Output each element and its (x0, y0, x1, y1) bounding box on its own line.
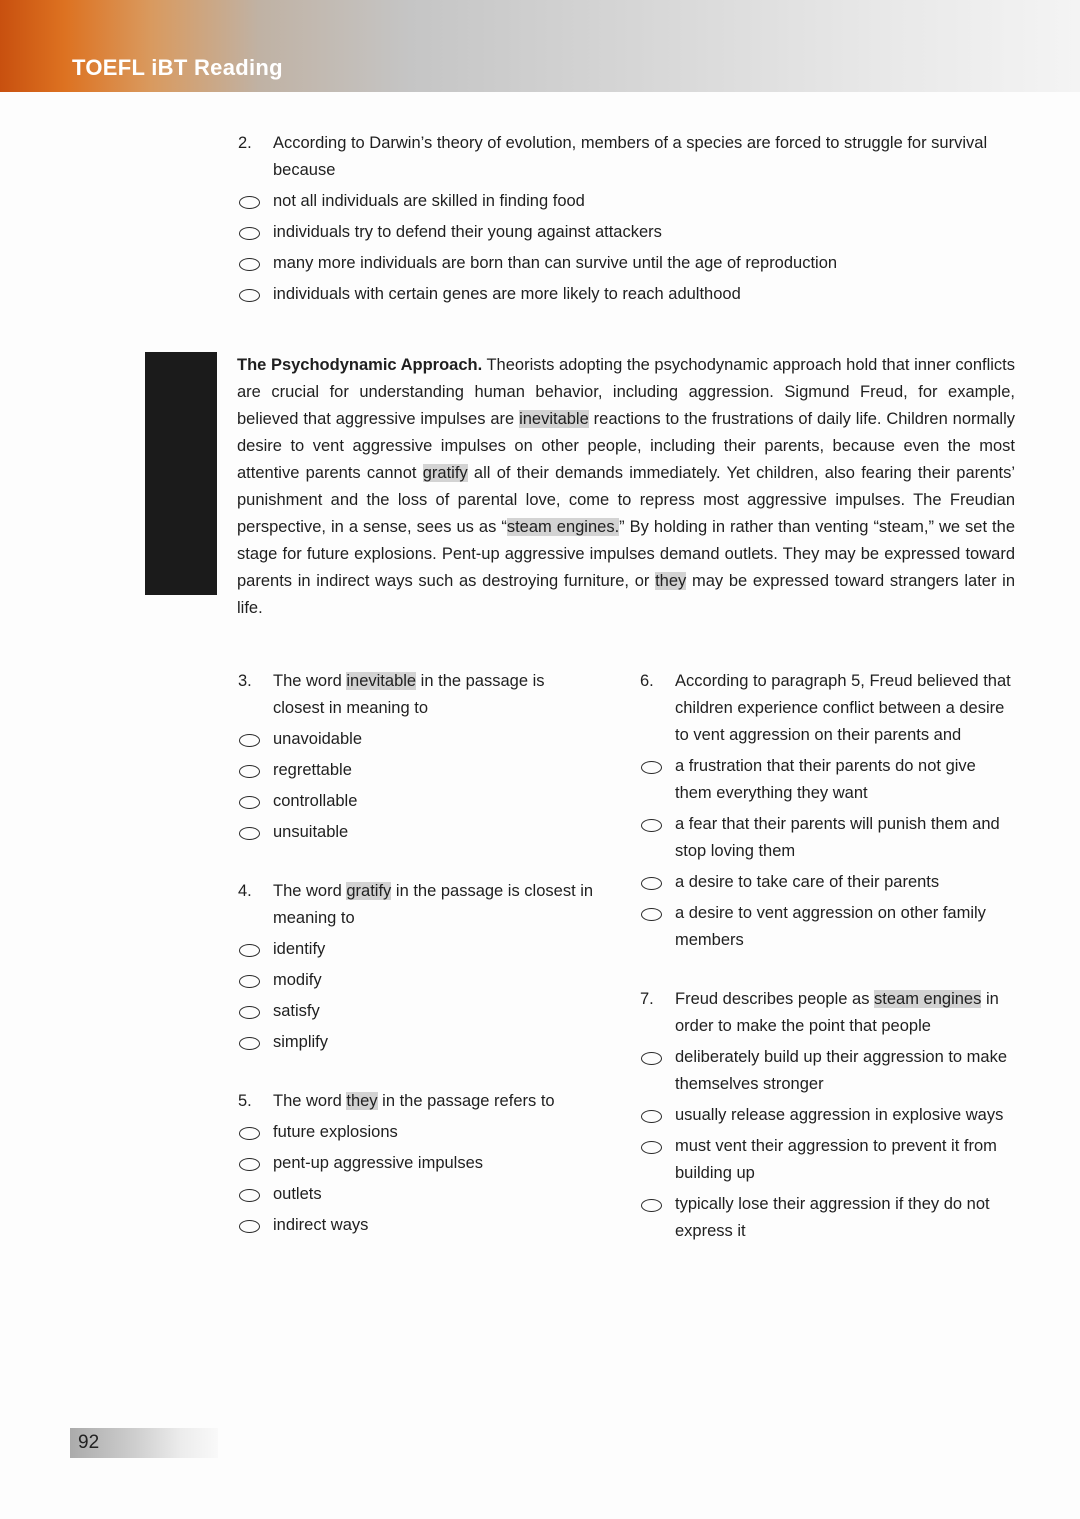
highlighted-word: they (655, 572, 687, 590)
passage-marker-bar (145, 352, 217, 595)
text-segment: According to Darwin’s theory of evolution, members of a species are forced to struggle for survival because (273, 134, 988, 179)
question-head (238, 668, 596, 722)
highlighted-word: steam engines. (506, 518, 620, 536)
answer-option-label: identify (273, 940, 326, 958)
question-stem (273, 668, 596, 722)
text-segment: Freud describes people as (675, 990, 875, 1008)
question-head (238, 130, 1020, 184)
text-segment: The word (273, 672, 347, 690)
questions-column-right (640, 668, 1016, 1277)
answer-option[interactable] (238, 1029, 596, 1056)
answer-option-label: a fear that their parents will punish them and stop loving them (675, 815, 1000, 860)
question-number: 3. (238, 672, 252, 690)
answer-option-label: not all individuals are skilled in finding food (273, 192, 585, 210)
question-5 (238, 1088, 596, 1239)
answer-oval-icon[interactable] (239, 289, 260, 302)
answer-option-label: outlets (273, 1185, 322, 1203)
answer-option[interactable] (238, 819, 596, 846)
highlighted-word: steam engines (874, 990, 982, 1008)
answer-option-label: future explosions (273, 1123, 398, 1141)
highlighted-word: inevitable (346, 672, 417, 690)
answer-option[interactable] (640, 869, 1016, 896)
question-2 (238, 130, 1020, 308)
question-stem (273, 130, 1020, 184)
answer-oval-icon[interactable] (641, 819, 662, 832)
text-segment: reactions to the frustrations of daily life. Children normally desire to vent aggressive impulses on other people, including their parents, because even the most attentive parents cannot (237, 410, 1015, 482)
question-stem (273, 878, 596, 932)
question-columns (0, 668, 1080, 1277)
text-segment: in the passage refers to (377, 1092, 555, 1110)
answer-option[interactable] (238, 757, 596, 784)
text-segment: all of their demands immediately. Yet children, also fearing their parents’ punishment and the loss of parental love, come to repress most aggressive impulses. The Freudian perspective, in a sense, sees us as “ (237, 464, 1015, 536)
page-number-bar (70, 1428, 218, 1458)
text-segment: in the passage is closest in meaning to (273, 672, 545, 717)
text-segment: According to paragraph 5, Freud believed that children experience conflict between a desire to vent aggression on their parents and (675, 672, 1011, 744)
answer-option-label: satisfy (273, 1002, 320, 1020)
answer-option-label: individuals with certain genes are more likely to reach adulthood (273, 285, 741, 303)
answer-option-label: typically lose their aggression if they do not express it (675, 1195, 990, 1240)
question-head (640, 668, 1016, 749)
answer-option[interactable] (238, 936, 596, 963)
text-segment: Theorists adopting the psychodynamic approach hold that inner conflicts are crucial for understanding human behavior, including aggression. Sigmund Freud, for example, believed that aggressive impulses are (237, 356, 1015, 428)
answer-option-label: individuals try to defend their young against attackers (273, 223, 662, 241)
answer-option-label: modify (273, 971, 322, 989)
text-segment: may be expressed toward strangers later in life. (237, 572, 1015, 617)
page-number: 92 (78, 1432, 100, 1453)
answer-oval-icon[interactable] (239, 827, 260, 840)
answer-option[interactable] (238, 188, 1020, 215)
question-6 (640, 668, 1016, 954)
passage-lead-in: The Psychodynamic Approach. (237, 356, 483, 374)
answer-oval-icon[interactable] (239, 1037, 260, 1050)
answer-option-label: usually release aggression in explosive ways (675, 1106, 1004, 1124)
highlighted-word: gratify (422, 464, 468, 482)
answer-oval-icon[interactable] (239, 734, 260, 747)
answer-oval-icon[interactable] (239, 1158, 260, 1171)
answer-oval-icon[interactable] (641, 908, 662, 921)
highlighted-word: gratify (346, 882, 392, 900)
answer-option-label: must vent their aggression to prevent it from building up (675, 1137, 997, 1182)
question-stem (273, 1088, 596, 1115)
answer-option[interactable] (640, 900, 1016, 954)
answer-oval-icon[interactable] (239, 765, 260, 778)
answer-option[interactable] (238, 726, 596, 753)
answer-oval-icon[interactable] (641, 1199, 662, 1212)
answer-oval-icon[interactable] (641, 1052, 662, 1065)
question-number: 5. (238, 1092, 252, 1110)
answer-option[interactable] (238, 219, 1020, 246)
answer-option-label: simplify (273, 1033, 329, 1051)
question-number: 4. (238, 882, 252, 900)
answer-option-label: pent-up aggressive impulses (273, 1154, 484, 1172)
answer-oval-icon[interactable] (641, 1110, 662, 1123)
question-head (238, 1088, 596, 1115)
highlighted-word: inevitable (519, 410, 589, 428)
question-3 (238, 668, 596, 846)
question-number: 2. (238, 134, 252, 152)
question-number: 7. (640, 990, 654, 1008)
text-segment: ” By holding in rather than venting “steam,” we set the stage for future explosions. Pent-up aggressive impulses demand outlets. They may be expressed toward parents in indirect ways such as destroying furniture, or (237, 518, 1015, 590)
answer-oval-icon[interactable] (641, 877, 662, 890)
text-segment: in the passage is closest in meaning to (273, 882, 594, 927)
answer-option[interactable] (238, 1119, 596, 1146)
highlighted-word: they (346, 1092, 378, 1110)
question-number: 6. (640, 672, 654, 690)
answer-option-label: unsuitable (273, 823, 349, 841)
answer-option[interactable] (238, 998, 596, 1025)
passage-text (237, 352, 1015, 622)
question-stem (675, 668, 1016, 749)
answer-option[interactable] (640, 1102, 1016, 1129)
answer-oval-icon[interactable] (641, 761, 662, 774)
page-title: TOEFL iBT Reading (72, 55, 283, 80)
passage-section (0, 352, 1080, 622)
answer-oval-icon[interactable] (239, 1220, 260, 1233)
answer-option-label: deliberately build up their aggression to make themselves stronger (675, 1048, 1008, 1093)
answer-oval-icon[interactable] (239, 1127, 260, 1140)
answer-oval-icon[interactable] (239, 1189, 260, 1202)
answer-option[interactable] (238, 1181, 596, 1208)
answer-option[interactable] (238, 788, 596, 815)
answer-oval-icon[interactable] (239, 258, 260, 271)
header-bar (0, 0, 1080, 92)
answer-oval-icon[interactable] (239, 944, 260, 957)
answer-oval-icon[interactable] (239, 227, 260, 240)
page-content (0, 130, 1080, 1277)
answer-option[interactable] (640, 1191, 1016, 1245)
answer-oval-icon[interactable] (641, 1141, 662, 1154)
answer-option[interactable] (640, 753, 1016, 807)
answer-option[interactable] (640, 1044, 1016, 1098)
answer-oval-icon[interactable] (239, 975, 260, 988)
question-7 (640, 986, 1016, 1245)
answer-option[interactable] (238, 1212, 596, 1239)
answer-option-label: a desire to vent aggression on other family members (675, 904, 986, 949)
answer-option-label: unavoidable (273, 730, 362, 748)
question-head (640, 986, 1016, 1040)
answer-option-label: a desire to take care of their parents (675, 873, 940, 891)
answer-option-label: many more individuals are born than can survive until the age of reproduction (273, 254, 838, 272)
answer-option-label: regrettable (273, 761, 352, 779)
answer-oval-icon[interactable] (239, 196, 260, 209)
answer-option[interactable] (238, 250, 1020, 277)
question-4 (238, 878, 596, 1056)
answer-oval-icon[interactable] (239, 796, 260, 809)
question-head (238, 878, 596, 932)
answer-option[interactable] (640, 1133, 1016, 1187)
text-segment: in order to make the point that people (675, 990, 999, 1035)
answer-option[interactable] (640, 811, 1016, 865)
answer-option-label: a frustration that their parents do not give them everything they want (675, 757, 976, 802)
answer-option[interactable] (238, 281, 1020, 308)
answer-oval-icon[interactable] (239, 1006, 260, 1019)
answer-option[interactable] (238, 967, 596, 994)
answer-option[interactable] (238, 1150, 596, 1177)
top-question-section (238, 130, 1020, 308)
answer-option-label: indirect ways (273, 1216, 369, 1234)
questions-column-left (238, 668, 596, 1277)
text-segment: The word (273, 1092, 347, 1110)
text-segment: The word (273, 882, 347, 900)
question-stem (675, 986, 1016, 1040)
answer-option-label: controllable (273, 792, 358, 810)
